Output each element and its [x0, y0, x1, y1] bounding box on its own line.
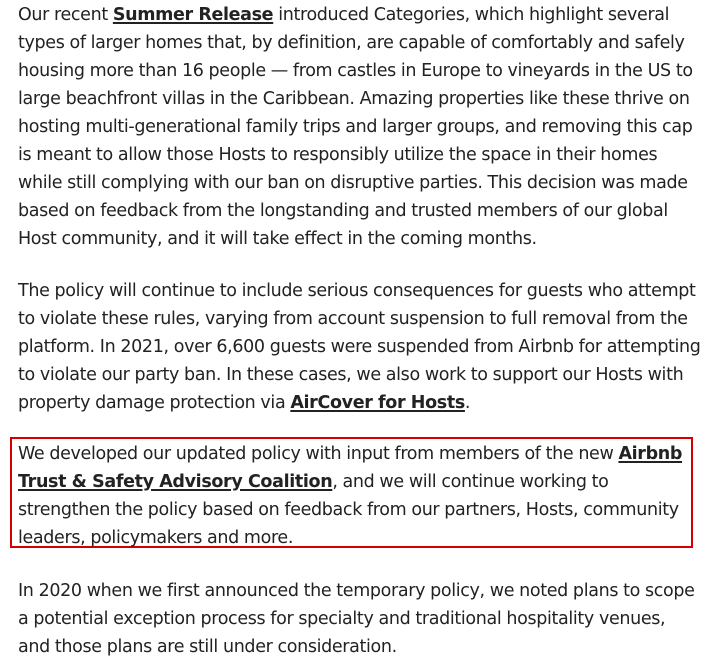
paragraph-policy-consequences: [18, 277, 702, 417]
aircover-for-hosts-link[interactable]: AirCover for Hosts: [290, 393, 465, 413]
summer-release-link[interactable]: Summer Release: [112, 5, 274, 25]
p3-text-after: , and we will continue working to strengthen the policy based on feedback from our partners, Hosts, community leaders, policymakers and more.: [18, 472, 679, 548]
trust-safety-advisory-coalition-link[interactable]: Airbnb Trust & Safety Advisory Coalition: [18, 444, 683, 492]
p2-text-before: The policy will continue to include serious consequences for guests who attempt to violate these rules, varying from account suspension to full removal from the platform. In 2021, over 6,600 guests were suspended from Airbnb for attempting to violate our party ban. In these cases, we also work to support our Hosts with property damage protection via: [18, 281, 701, 413]
p1-text-after: introduced Categories, which highlight several types of larger homes that, by definition, are capable of comfortably and safely housing more than 16 people — from castles in Europe to vineyards in the US to large beachfront villas in the Caribbean. Amazing properties like these thrive on hosting multi-generational family trips and larger groups, and removing this cap is meant to allow those Hosts to responsibly utilize the space in their homes while still complying with our ban on disruptive parties. This decision was made based on feedback from the longstanding and trusted members of our global Host community, and it will take effect in the coming months.: [18, 5, 693, 249]
p4-text: In 2020 when we first announced the temporary policy, we noted plans to scope a potential exception process for specialty and traditional hospitality venues, and those plans are still under consideration.: [18, 581, 695, 657]
paragraph-advisory-coalition: [18, 440, 702, 552]
paragraph-exception-process: [18, 577, 702, 661]
p2-text-after: .: [464, 393, 471, 413]
p1-text-before: Our recent: [18, 5, 113, 25]
p3-text-before: We developed our updated policy with input from members of the new: [18, 444, 619, 464]
paragraph-summer-release: [18, 1, 702, 253]
